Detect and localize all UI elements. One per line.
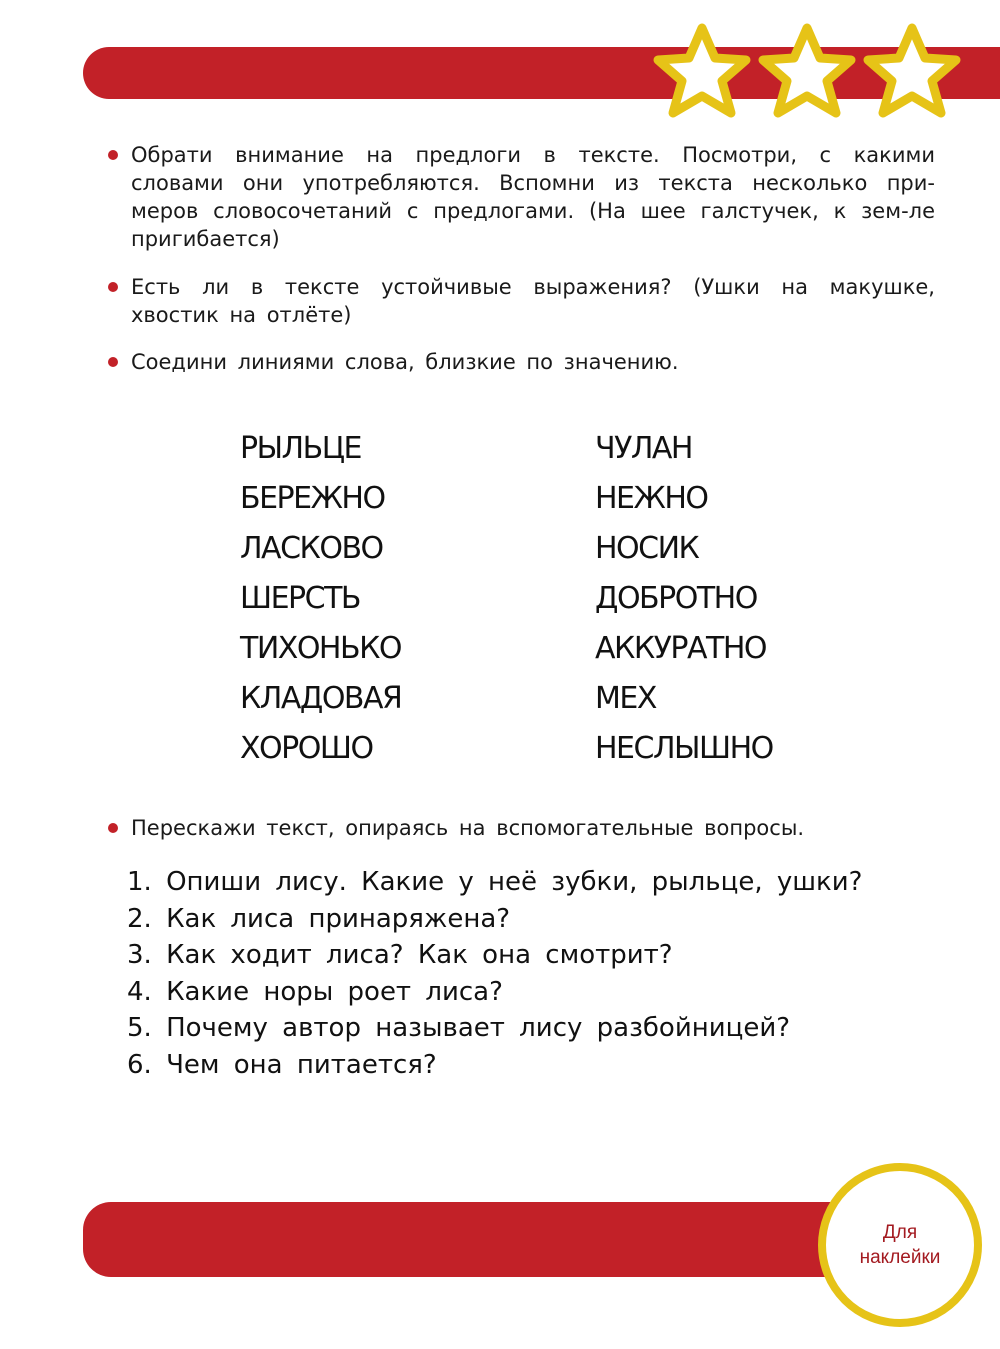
task-idioms: Есть ли в тексте устойчивые выражения? (Ушки на макушке, хвостик на отлёте) <box>131 275 935 327</box>
bullet-icon <box>108 150 118 160</box>
star-icon <box>763 28 851 113</box>
matching-word[interactable]: ЛАСКОВО <box>240 531 383 566</box>
question-item: 1. Опиши лису. Какие у неё зубки, рыльце, ушки? <box>127 867 863 897</box>
matching-word[interactable]: МЕХ <box>595 681 656 716</box>
matching-word[interactable]: НЕСЛЫШНО <box>595 731 773 766</box>
matching-word[interactable]: ТИХОНЬКО <box>240 631 401 666</box>
question-list <box>127 864 862 1084</box>
bullet-icon <box>108 823 118 833</box>
star-icon <box>868 28 956 113</box>
bullet-icon <box>108 282 118 292</box>
task-prepositions: Обрати внимание на предлоги в тексте. Посмотри, с какими словами они употребляются. Вспомни из текста несколько при-меров словосочетаний с предлогами. (На шее галстучек, к зем-ле пригибается) <box>131 143 935 251</box>
matching-word[interactable]: АККУРАТНО <box>595 631 767 666</box>
matching-word[interactable]: РЫЛЬЦЕ <box>240 431 361 466</box>
matching-word[interactable]: ХОРОШО <box>240 731 373 766</box>
matching-word[interactable]: ШЕРСТЬ <box>240 581 360 616</box>
matching-right-column <box>595 424 773 774</box>
question-item: 4. Какие норы роет лиса? <box>127 976 503 1007</box>
matching-word[interactable]: ЧУЛАН <box>595 431 692 466</box>
question-item: 3. Как ходит лиса? Как она смотрит? <box>127 940 673 971</box>
matching-word[interactable]: НОСИК <box>595 531 699 566</box>
matching-word[interactable]: НЕЖНО <box>595 481 708 516</box>
star-icon <box>658 28 746 113</box>
question-item: 5. Почему автор называет лису разбойницей? <box>127 1013 791 1044</box>
footer-band <box>83 1202 883 1277</box>
sticker-placeholder[interactable] <box>818 1163 982 1327</box>
task-match-instruction: Соедини линиями слова, близкие по значению. <box>131 350 679 374</box>
matching-word[interactable]: КЛАДОВАЯ <box>240 681 402 716</box>
matching-word[interactable]: ДОБРОТНО <box>595 581 757 616</box>
sticker-label-line2: наклейки <box>859 1247 941 1268</box>
rating-stars <box>640 18 970 128</box>
question-item: 2. Как лиса принаряжена? <box>127 903 511 934</box>
matching-left-column <box>240 424 401 774</box>
question-item: 6. Чем она питается? <box>127 1049 437 1080</box>
task-retell: Перескажи текст, опираясь на вспомогательные вопросы. <box>131 816 805 840</box>
matching-word[interactable]: БЕРЕЖНО <box>240 481 385 516</box>
sticker-label-line1: Для <box>882 1222 918 1243</box>
bullet-icon <box>108 357 118 367</box>
